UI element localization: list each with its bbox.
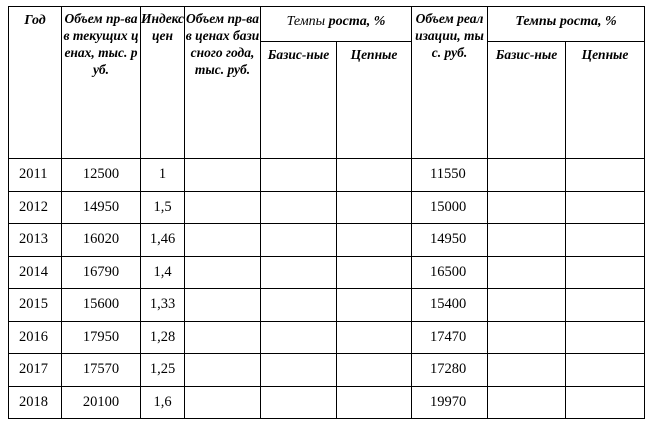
- cell-price-index: 1,28: [141, 321, 185, 354]
- cell-growth-basic-1: [261, 256, 337, 289]
- cell-sales: 15000: [412, 191, 488, 224]
- cell-growth-basic-1: [261, 159, 337, 192]
- header-growth-rates-1-main: Темпы: [286, 14, 329, 29]
- cell-growth-basic-2: [488, 224, 566, 257]
- cell-year: 2016: [9, 321, 62, 354]
- cell-price-index: 1,33: [141, 289, 185, 322]
- cell-growth-basic-2: [488, 191, 566, 224]
- cell-sales: 19970: [412, 386, 488, 419]
- cell-year: 2011: [9, 159, 62, 192]
- cell-growth-chain-2: [566, 224, 645, 257]
- cell-growth-chain-1: [337, 159, 412, 192]
- cell-growth-basic-2: [488, 321, 566, 354]
- cell-growth-basic-1: [261, 321, 337, 354]
- header-year: Год: [9, 7, 62, 159]
- cell-output-base: [185, 191, 261, 224]
- cell-output-base: [185, 386, 261, 419]
- cell-price-index: 1,46: [141, 224, 185, 257]
- cell-year: 2013: [9, 224, 62, 257]
- cell-growth-chain-2: [566, 321, 645, 354]
- table-row: [9, 224, 645, 257]
- cell-price-index: 1: [141, 159, 185, 192]
- cell-output-base: [185, 321, 261, 354]
- cell-output-current: 20100: [62, 386, 141, 419]
- cell-growth-basic-2: [488, 354, 566, 387]
- cell-output-current: 17570: [62, 354, 141, 387]
- table-row: [9, 256, 645, 289]
- cell-growth-chain-1: [337, 386, 412, 419]
- cell-output-current: 16790: [62, 256, 141, 289]
- cell-growth-chain-1: [337, 256, 412, 289]
- cell-growth-chain-2: [566, 386, 645, 419]
- header-chain-2: Цепные: [566, 42, 645, 159]
- cell-sales: 15400: [412, 289, 488, 322]
- cell-output-current: 15600: [62, 289, 141, 322]
- cell-output-base: [185, 224, 261, 257]
- cell-year: 2012: [9, 191, 62, 224]
- cell-output-current: 12500: [62, 159, 141, 192]
- cell-year: 2014: [9, 256, 62, 289]
- cell-growth-basic-1: [261, 191, 337, 224]
- header-basic-2: Базис-ные: [488, 42, 566, 159]
- cell-year: 2015: [9, 289, 62, 322]
- cell-sales: 11550: [412, 159, 488, 192]
- table-row: [9, 159, 645, 192]
- cell-year: 2018: [9, 386, 62, 419]
- cell-output-base: [185, 354, 261, 387]
- header-output-base: Объем пр-ва в ценах базисного года, тыс. руб.: [185, 7, 261, 159]
- cell-price-index: 1,6: [141, 386, 185, 419]
- header-growth-rates-1-suffix: роста, %: [328, 14, 386, 29]
- cell-growth-basic-2: [488, 159, 566, 192]
- cell-year: 2017: [9, 354, 62, 387]
- header-sales: Объем реализации, тыс. руб.: [412, 7, 488, 159]
- table-row: [9, 386, 645, 419]
- cell-growth-basic-1: [261, 354, 337, 387]
- cell-output-current: 16020: [62, 224, 141, 257]
- cell-output-current: 17950: [62, 321, 141, 354]
- table-row: [9, 354, 645, 387]
- cell-growth-basic-1: [261, 289, 337, 322]
- cell-growth-basic-1: [261, 386, 337, 419]
- table-row: [9, 289, 645, 322]
- header-output-current: Объем пр-ва в текущих ценах, тыс. руб.: [62, 7, 141, 159]
- header-growth-rates-2: Темпы роста, %: [488, 7, 645, 42]
- cell-growth-basic-2: [488, 256, 566, 289]
- cell-growth-chain-2: [566, 159, 645, 192]
- cell-price-index: 1,4: [141, 256, 185, 289]
- cell-growth-chain-1: [337, 354, 412, 387]
- cell-growth-chain-1: [337, 224, 412, 257]
- growth-rates-table: [8, 6, 645, 419]
- header-row-1: [9, 7, 645, 42]
- header-chain-1: Цепные: [337, 42, 412, 159]
- cell-sales: 17470: [412, 321, 488, 354]
- cell-growth-chain-2: [566, 191, 645, 224]
- cell-sales: 17280: [412, 354, 488, 387]
- table-row: [9, 321, 645, 354]
- table-body: [9, 159, 645, 419]
- cell-output-current: 14950: [62, 191, 141, 224]
- cell-price-index: 1,25: [141, 354, 185, 387]
- cell-growth-chain-2: [566, 256, 645, 289]
- header-growth-rates-1: [261, 7, 412, 42]
- cell-output-base: [185, 289, 261, 322]
- cell-growth-chain-1: [337, 321, 412, 354]
- cell-growth-chain-1: [337, 289, 412, 322]
- cell-sales: 14950: [412, 224, 488, 257]
- cell-growth-basic-2: [488, 386, 566, 419]
- cell-growth-chain-1: [337, 191, 412, 224]
- cell-price-index: 1,5: [141, 191, 185, 224]
- cell-growth-chain-2: [566, 354, 645, 387]
- table-container: [8, 6, 645, 419]
- table-row: [9, 191, 645, 224]
- cell-output-base: [185, 256, 261, 289]
- cell-sales: 16500: [412, 256, 488, 289]
- header-price-index: Индекс цен: [141, 7, 185, 159]
- cell-growth-basic-1: [261, 224, 337, 257]
- header-basic-1: Базис-ные: [261, 42, 337, 159]
- cell-growth-basic-2: [488, 289, 566, 322]
- cell-output-base: [185, 159, 261, 192]
- cell-growth-chain-2: [566, 289, 645, 322]
